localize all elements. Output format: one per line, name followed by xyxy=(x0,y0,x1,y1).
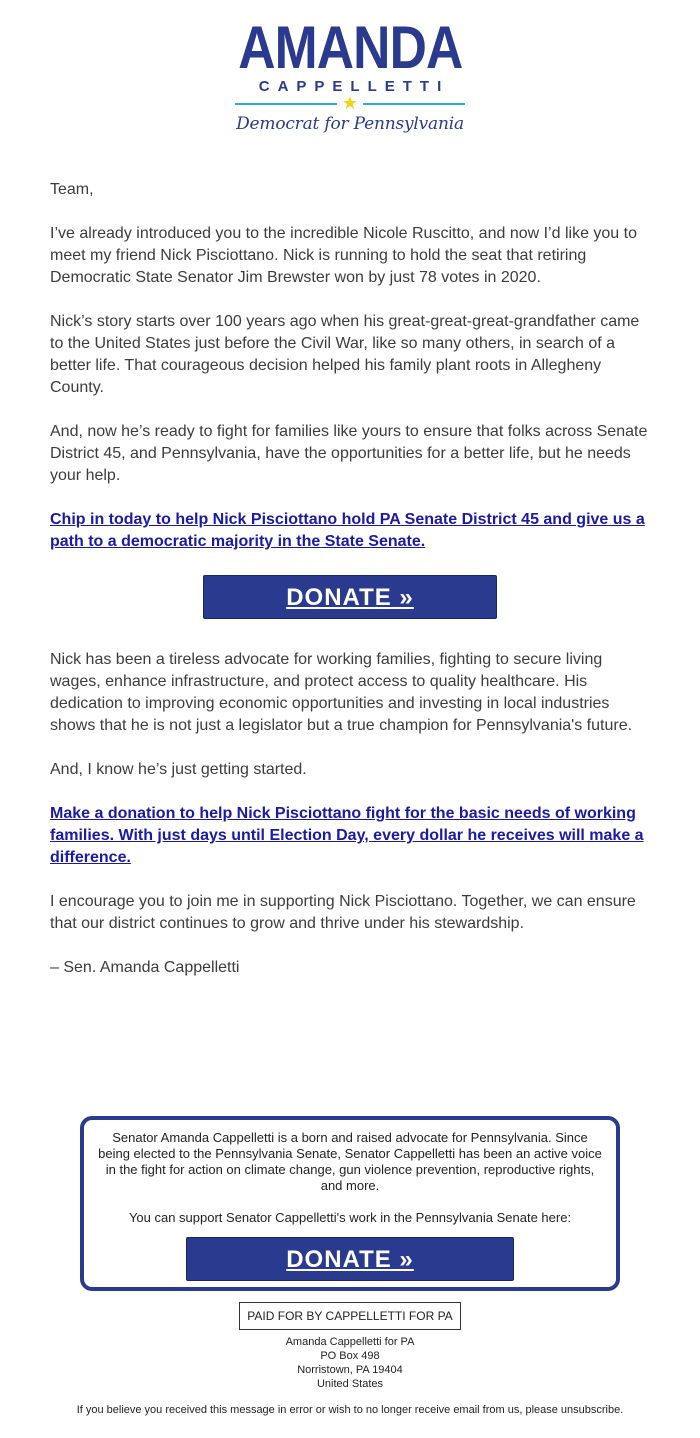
address-line: Amanda Cappelletti for PA xyxy=(285,1336,415,1348)
logo-divider xyxy=(235,93,465,113)
unsubscribe-text[interactable]: If you believe you received this message in error or wish to no longer receive email from us, please unsubscribe. xyxy=(76,1404,624,1416)
logo-line-left xyxy=(235,103,337,105)
signature: – Sen. Amanda Cappelletti xyxy=(50,959,240,976)
donation-link-paragraph xyxy=(50,803,650,869)
footer-support-text: You can support Senator Cappelletti's work in the Pennsylvania Senate here: xyxy=(128,1210,572,1225)
donate-button[interactable]: DONATE » xyxy=(203,575,497,619)
paragraph-encourage: I encourage you to join me in supporting Nick Pisciottano. Together, we can ensure that our district continues to grow and thrive under his stewardship. xyxy=(50,893,636,932)
footer-bio-box xyxy=(80,1116,620,1291)
chip-in-link[interactable]: Chip in today to help Nick Pisciottano hold PA Senate District 45 and give us a path to a democratic majority in the State Senate. xyxy=(50,511,645,550)
paid-for-disclaimer: PAID FOR BY CAPPELLETTI FOR PA xyxy=(239,1302,461,1330)
mailing-address xyxy=(0,1335,700,1391)
address-line: PO Box 498 xyxy=(320,1350,380,1362)
paragraph-intro: I’ve already introduced you to the incredible Nicole Ruscitto, and now I’d like you to meet my friend Nick Pisciottano. Nick is running to hold the seat that retiring Democratic State Senator Jim Brewster won by just 78 votes in 2020. xyxy=(50,225,637,286)
donate-button-row xyxy=(50,575,650,619)
address-line: Norristown, PA 19404 xyxy=(297,1364,403,1376)
address-line: United States xyxy=(316,1378,384,1390)
paragraph-ask: And, now he’s ready to fight for families like yours to ensure that folks across Senate District 45, and Pennsylvania, have the opportunities for a better life, but he needs your help. xyxy=(50,423,648,484)
donation-link[interactable]: Make a donation to help Nick Pisciottano fight for the basic needs of working families. With just days until Election Day, every dollar he receives will make a difference. xyxy=(50,805,644,866)
footer-bio: Senator Amanda Cappelletti is a born and raised advocate for Pennsylvania. Since being elected to the Pennsylvania Senate, Senator Cappelletti has been an active voice in the fight for action on climate change, gun violence prevention, reproductive rights, and more. xyxy=(98,1130,602,1193)
paragraph-advocate: Nick has been a tireless advocate for working families, fighting to secure living wages, enhance infrastructure, and protect access to quality healthcare. His dedication to improving economic opportunities and investing in local industries shows that he is not just a legislator but a true champion for Pennsylvania's future. xyxy=(50,651,633,734)
star-icon: ★ xyxy=(341,93,359,113)
greeting: Team, xyxy=(50,181,94,198)
campaign-logo xyxy=(0,16,700,134)
logo-surname: CAPPELLETTI xyxy=(258,78,450,95)
paragraph-started: And, I know he’s just getting started. xyxy=(50,761,307,778)
chip-in-link-paragraph xyxy=(50,509,650,553)
logo-name: AMANDA xyxy=(237,14,463,81)
paragraph-story: Nick’s story starts over 100 years ago when his great-great-great-grandfather came to the United States just before the Civil War, like so many others, in search of a better life. That courageous decision helped his family plant roots in Allegheny County. xyxy=(50,313,640,396)
letter-body xyxy=(50,179,650,1001)
logo-tagline: Democrat for Pennsylvania xyxy=(236,114,464,134)
footer-donate-button[interactable]: DONATE » xyxy=(186,1237,514,1281)
logo-line-right xyxy=(363,103,465,105)
